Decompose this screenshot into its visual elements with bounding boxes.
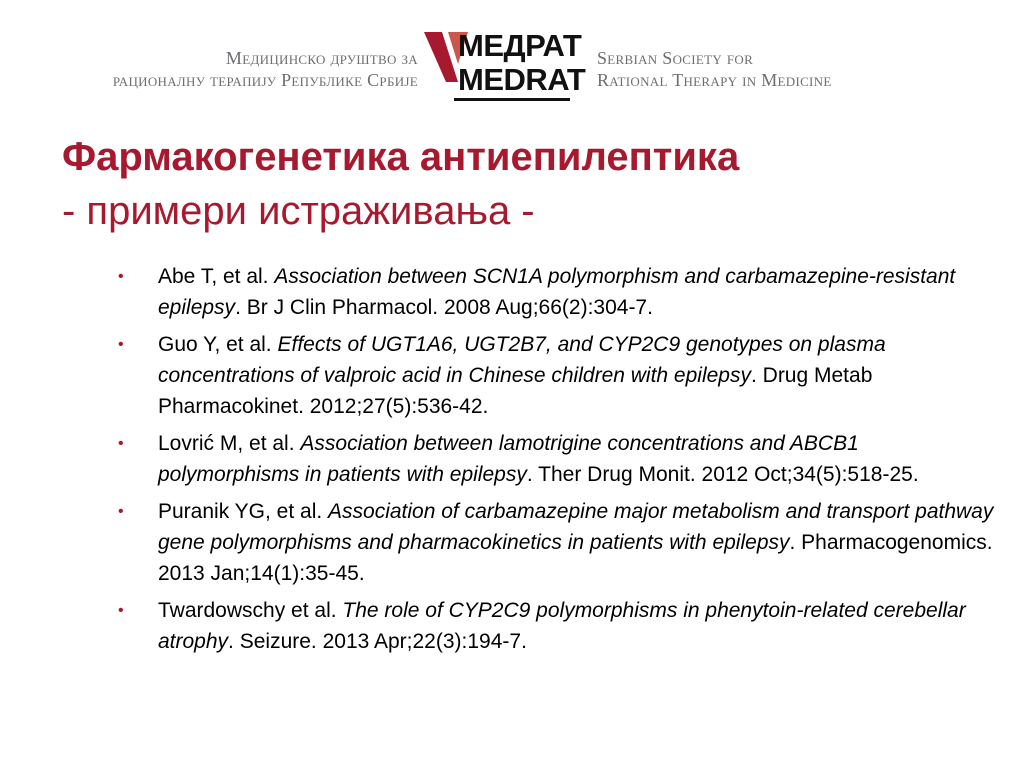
bullet-icon: • — [118, 268, 124, 285]
bullet-icon: • — [118, 435, 124, 452]
bullet-icon: • — [118, 503, 124, 520]
reference-source: . Br J Clin Pharmacol. 2008 Aug;66(2):304-7. — [235, 296, 653, 319]
reference-item — [118, 595, 998, 657]
reference-title: Effects of UGT1A6, UGT2B7, and CYP2C9 genotypes on plasma concentrations of valproic acid in Chinese children with epilepsy — [158, 333, 886, 387]
reference-source: . Ther Drug Monit. 2012 Oct;34(5):518-25. — [526, 463, 919, 486]
org-name-english-line1: Serbian Society for — [597, 48, 754, 68]
reference-authors: Puranik YG, et al. — [158, 500, 329, 523]
slide-title: Фармакогенетика антиепилептика — [62, 135, 740, 179]
bullet-icon: • — [118, 602, 124, 619]
medrat-logo — [424, 24, 586, 109]
org-name-serbian-line2: рационалну терапију Републике Србије — [112, 70, 418, 90]
organization-name-serbian — [113, 47, 418, 91]
reference-item — [118, 329, 998, 422]
reference-title: The role of CYP2C9 polymorphisms in phenytoin-related cerebellar atrophy — [158, 599, 966, 653]
reference-list — [118, 261, 998, 663]
reference-source: . Seizure. 2013 Apr;22(3):194-7. — [228, 630, 527, 653]
reference-source: . Drug Metab Pharmacokinet. 2012;27(5):536-42. — [158, 364, 873, 418]
reference-title: Association of carbamazepine major metabolism and transport pathway gene polymorphisms and pharmacokinetics in patients with epilepsy — [158, 500, 994, 554]
reference-item — [118, 428, 998, 490]
bullet-icon: • — [118, 336, 124, 353]
reference-authors: Lovrić M, et al. — [158, 432, 301, 455]
reference-authors: Abe T, et al. — [158, 265, 275, 288]
logo-line-cyrillic: МЕДРАТ — [458, 28, 582, 63]
reference-item — [118, 496, 998, 589]
reference-source: . Pharmacogenomics. 2013 Jan;14(1):35-45. — [158, 531, 993, 585]
header-banner — [0, 0, 1024, 120]
reference-authors: Twardowschy et al. — [158, 599, 343, 622]
org-name-serbian-line1: Медицинско друштво за — [225, 48, 418, 68]
reference-title: Association between lamotrigine concentrations and ABCB1 polymorphisms in patients with epilepsy — [158, 432, 859, 486]
logo-line-latin: MEDRAT — [458, 62, 586, 97]
org-name-english-line2: Rational Therapy in Medicine — [597, 70, 832, 90]
reference-item — [118, 261, 998, 323]
reference-title: Association between SCN1A polymorphism and carbamazepine-resistant epilepsy — [158, 265, 956, 319]
slide-subtitle: - примери истраживања - — [62, 189, 535, 233]
reference-authors: Guo Y, et al. — [158, 333, 278, 356]
organization-name-english — [597, 47, 832, 91]
